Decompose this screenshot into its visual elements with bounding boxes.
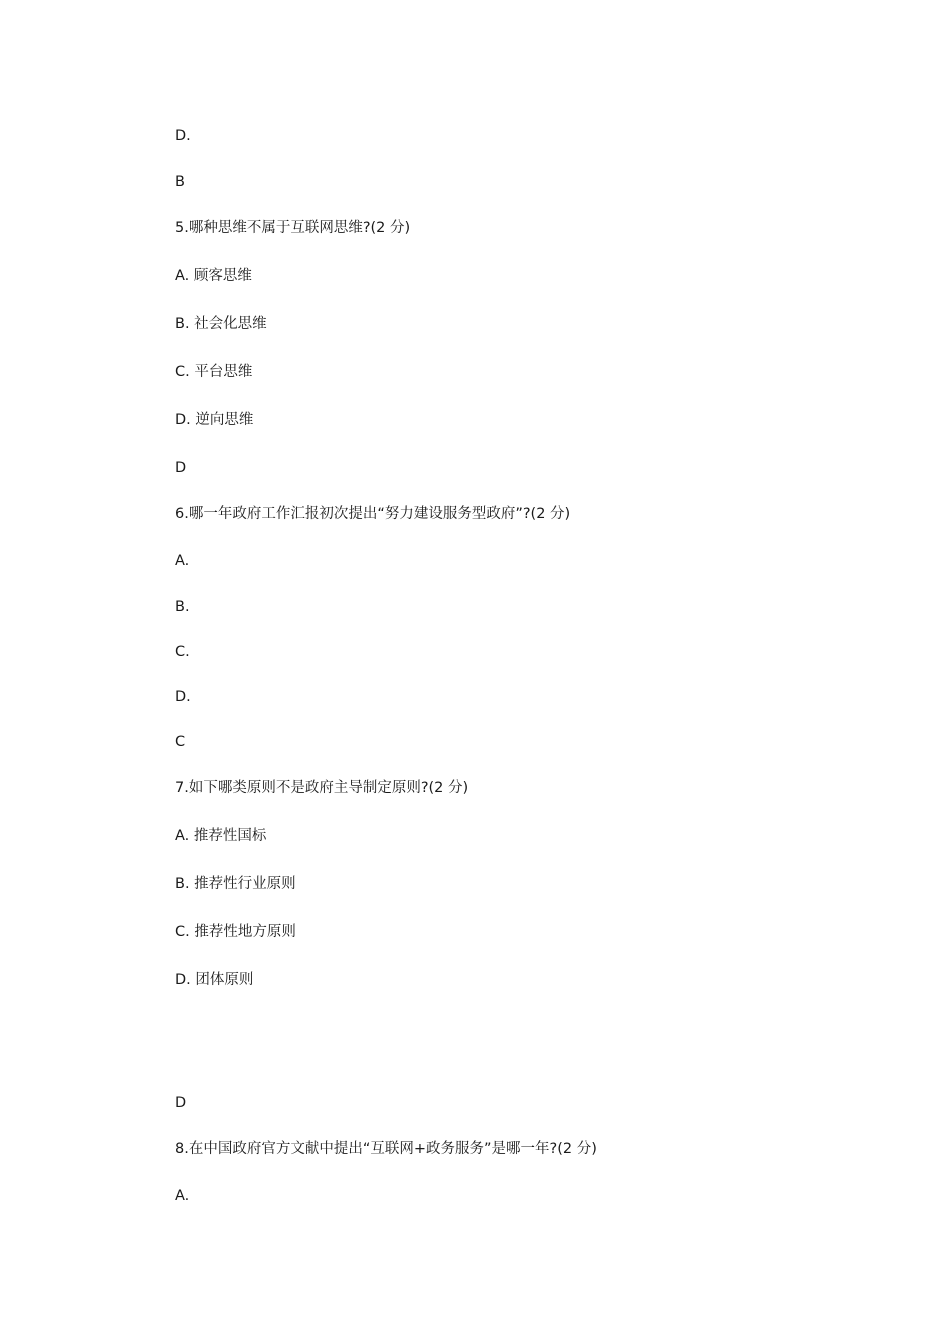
q7-option-a: A. 推荐性国标: [175, 828, 267, 844]
q7-question: 7.如下哪类原则不是政府主导制定原则?(2 分): [175, 780, 469, 796]
q6-option-d: D.: [175, 689, 191, 705]
q7-option-d: D. 团体原则: [175, 972, 254, 988]
q5-option-c: C. 平台思维: [175, 364, 253, 380]
q5-answer: D: [175, 460, 187, 476]
q5-question: 5.哪种思维不属于互联网思维?(2 分): [175, 220, 411, 236]
q6-option-c: C.: [175, 644, 190, 660]
q7-answer: D: [175, 1095, 187, 1111]
q6-option-a: A.: [175, 553, 190, 569]
q6-answer: C: [175, 734, 186, 750]
q5-option-b: B. 社会化思维: [175, 316, 267, 332]
q8-question: 8.在中国政府官方文献中提出“互联网+政务服务”是哪一年?(2 分): [175, 1141, 597, 1157]
q4-answer: B: [175, 174, 185, 190]
q5-option-d: D. 逆向思维: [175, 412, 254, 428]
q7-option-b: B. 推荐性行业原则: [175, 876, 296, 892]
q4-option-d: D.: [175, 128, 191, 144]
q6-question: 6.哪一年政府工作汇报初次提出“努力建设服务型政府”?(2 分): [175, 506, 571, 522]
q6-option-b: B.: [175, 599, 190, 615]
q8-option-a: A.: [175, 1188, 190, 1204]
q7-option-c: C. 推荐性地方原则: [175, 924, 296, 940]
q5-option-a: A. 顾客思维: [175, 268, 252, 284]
